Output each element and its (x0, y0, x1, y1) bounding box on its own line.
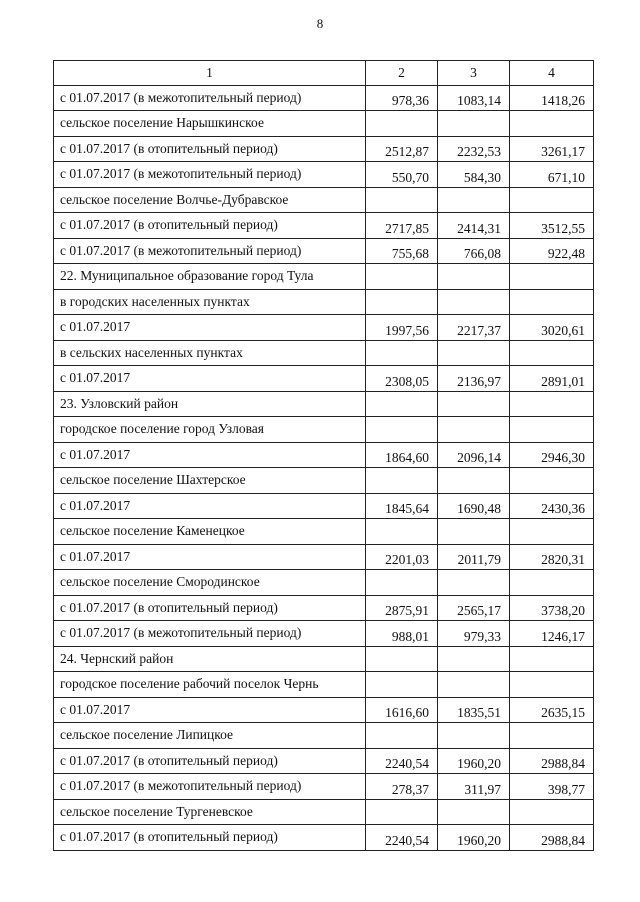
table-row (54, 187, 594, 213)
table-row (54, 366, 594, 392)
value-cell-col-3 (438, 570, 510, 596)
row-label-cell: сельское поселение Каменецкое (54, 519, 366, 545)
value-cell-col-3 (438, 187, 510, 213)
value-cell-col-2: 2240,54 (366, 825, 438, 851)
value-cell-col-3: 1960,20 (438, 748, 510, 774)
value-cell-col-2: 2240,54 (366, 748, 438, 774)
table-row (54, 799, 594, 825)
value-cell-col-3 (438, 723, 510, 749)
table-row (54, 723, 594, 749)
table-row (54, 238, 594, 264)
value-cell-col-2: 2875,91 (366, 595, 438, 621)
row-label-cell: с 01.07.2017 (в межотопительный период) (54, 238, 366, 264)
row-label-cell: с 01.07.2017 (54, 697, 366, 723)
table-row (54, 697, 594, 723)
row-label-cell: сельское поселение Тургеневское (54, 799, 366, 825)
value-cell-col-2: 1616,60 (366, 697, 438, 723)
column-header-4: 4 (510, 61, 594, 86)
table-row (54, 315, 594, 341)
table-row (54, 417, 594, 443)
value-cell-col-2 (366, 111, 438, 137)
row-label-cell: с 01.07.2017 (54, 442, 366, 468)
value-cell-col-2: 755,68 (366, 238, 438, 264)
table-row (54, 825, 594, 851)
value-cell-col-3 (438, 391, 510, 417)
value-cell-col-4 (510, 340, 594, 366)
table-row (54, 289, 594, 315)
value-cell-col-4: 2891,01 (510, 366, 594, 392)
value-cell-col-4 (510, 391, 594, 417)
row-label-cell: 23. Узловский район (54, 391, 366, 417)
value-cell-col-2 (366, 519, 438, 545)
row-label-cell: с 01.07.2017 (в отопительный период) (54, 595, 366, 621)
value-cell-col-2: 2201,03 (366, 544, 438, 570)
row-label-cell: сельское поселение Шахтерское (54, 468, 366, 494)
table-row (54, 442, 594, 468)
value-cell-col-2: 1997,56 (366, 315, 438, 341)
row-label-cell: 24. Чернский район (54, 646, 366, 672)
value-cell-col-3 (438, 646, 510, 672)
table-row (54, 748, 594, 774)
table-row (54, 595, 594, 621)
row-label-cell: в сельских населенных пунктах (54, 340, 366, 366)
value-cell-col-3: 2136,97 (438, 366, 510, 392)
column-header-3: 3 (438, 61, 510, 86)
value-cell-col-4: 3261,17 (510, 136, 594, 162)
value-cell-col-2: 2717,85 (366, 213, 438, 239)
table-row (54, 570, 594, 596)
row-label-cell: с 01.07.2017 (54, 315, 366, 341)
table-header-row (54, 61, 594, 86)
table-row (54, 111, 594, 137)
value-cell-col-3 (438, 289, 510, 315)
table-row (54, 468, 594, 494)
row-label-cell: в городских населенных пунктах (54, 289, 366, 315)
value-cell-col-4: 922,48 (510, 238, 594, 264)
row-label-cell: с 01.07.2017 (54, 544, 366, 570)
value-cell-col-4 (510, 289, 594, 315)
table-row (54, 544, 594, 570)
value-cell-col-2 (366, 391, 438, 417)
value-cell-col-3 (438, 417, 510, 443)
value-cell-col-2: 278,37 (366, 774, 438, 800)
row-label-cell: 22. Муниципальное образование город Тула (54, 264, 366, 290)
value-cell-col-2 (366, 417, 438, 443)
value-cell-col-3: 1690,48 (438, 493, 510, 519)
value-cell-col-2: 988,01 (366, 621, 438, 647)
value-cell-col-3: 584,30 (438, 162, 510, 188)
value-cell-col-4 (510, 468, 594, 494)
row-label-cell: с 01.07.2017 (в межотопительный период) (54, 774, 366, 800)
row-label-cell: с 01.07.2017 (в межотопительный период) (54, 85, 366, 111)
value-cell-col-3 (438, 519, 510, 545)
value-cell-col-2: 550,70 (366, 162, 438, 188)
value-cell-col-4 (510, 646, 594, 672)
value-cell-col-3 (438, 799, 510, 825)
value-cell-col-3: 1083,14 (438, 85, 510, 111)
value-cell-col-2 (366, 799, 438, 825)
value-cell-col-3: 1960,20 (438, 825, 510, 851)
value-cell-col-3: 1835,51 (438, 697, 510, 723)
table-row (54, 774, 594, 800)
value-cell-col-2 (366, 570, 438, 596)
tariff-table (53, 60, 594, 851)
value-cell-col-3: 2232,53 (438, 136, 510, 162)
value-cell-col-3: 766,08 (438, 238, 510, 264)
column-header-1: 1 (54, 61, 366, 86)
value-cell-col-4: 1418,26 (510, 85, 594, 111)
value-cell-col-3: 2565,17 (438, 595, 510, 621)
row-label-cell: с 01.07.2017 (в отопительный период) (54, 213, 366, 239)
row-label-cell: с 01.07.2017 (в отопительный период) (54, 136, 366, 162)
value-cell-col-4 (510, 672, 594, 698)
table-row (54, 519, 594, 545)
value-cell-col-4: 2635,15 (510, 697, 594, 723)
value-cell-col-2: 2512,87 (366, 136, 438, 162)
value-cell-col-2 (366, 289, 438, 315)
row-label-cell: городское поселение рабочий поселок Чернь (54, 672, 366, 698)
row-label-cell: с 01.07.2017 (в отопительный период) (54, 748, 366, 774)
table-row (54, 646, 594, 672)
value-cell-col-2 (366, 187, 438, 213)
value-cell-col-4: 1246,17 (510, 621, 594, 647)
value-cell-col-3: 311,97 (438, 774, 510, 800)
value-cell-col-3: 2217,37 (438, 315, 510, 341)
value-cell-col-4: 2988,84 (510, 748, 594, 774)
table-row (54, 391, 594, 417)
table-row (54, 136, 594, 162)
table-row (54, 264, 594, 290)
table-row (54, 213, 594, 239)
value-cell-col-4: 671,10 (510, 162, 594, 188)
table-row (54, 621, 594, 647)
row-label-cell: городское поселение город Узловая (54, 417, 366, 443)
row-label-cell: с 01.07.2017 (в межотопительный период) (54, 162, 366, 188)
value-cell-col-4: 2946,30 (510, 442, 594, 468)
value-cell-col-3: 2096,14 (438, 442, 510, 468)
row-label-cell: с 01.07.2017 (в межотопительный период) (54, 621, 366, 647)
value-cell-col-3 (438, 111, 510, 137)
value-cell-col-4: 2430,36 (510, 493, 594, 519)
value-cell-col-2: 1864,60 (366, 442, 438, 468)
value-cell-col-2: 978,36 (366, 85, 438, 111)
value-cell-col-4 (510, 723, 594, 749)
value-cell-col-2 (366, 672, 438, 698)
value-cell-col-4: 398,77 (510, 774, 594, 800)
value-cell-col-2 (366, 468, 438, 494)
table-row (54, 493, 594, 519)
value-cell-col-4: 3020,61 (510, 315, 594, 341)
value-cell-col-2 (366, 264, 438, 290)
value-cell-col-4: 2820,31 (510, 544, 594, 570)
value-cell-col-3: 979,33 (438, 621, 510, 647)
value-cell-col-4 (510, 187, 594, 213)
page-number: 8 (316, 16, 324, 31)
table-body (54, 85, 594, 850)
row-label-cell: с 01.07.2017 (в отопительный период) (54, 825, 366, 851)
value-cell-col-4 (510, 799, 594, 825)
table-row (54, 340, 594, 366)
row-label-cell: сельское поселение Волчье-Дубравское (54, 187, 366, 213)
value-cell-col-2: 2308,05 (366, 366, 438, 392)
value-cell-col-3: 2011,79 (438, 544, 510, 570)
value-cell-col-4 (510, 417, 594, 443)
row-label-cell: сельское поселение Нарышкинское (54, 111, 366, 137)
table-row (54, 162, 594, 188)
value-cell-col-3 (438, 340, 510, 366)
value-cell-col-4: 3512,55 (510, 213, 594, 239)
row-label-cell: сельское поселение Смородинское (54, 570, 366, 596)
value-cell-col-2 (366, 340, 438, 366)
row-label-cell: с 01.07.2017 (54, 493, 366, 519)
value-cell-col-2 (366, 723, 438, 749)
value-cell-col-4: 3738,20 (510, 595, 594, 621)
value-cell-col-2 (366, 646, 438, 672)
value-cell-col-4 (510, 264, 594, 290)
value-cell-col-4 (510, 111, 594, 137)
value-cell-col-2: 1845,64 (366, 493, 438, 519)
table-row (54, 672, 594, 698)
table-row (54, 85, 594, 111)
value-cell-col-3: 2414,31 (438, 213, 510, 239)
value-cell-col-3 (438, 672, 510, 698)
row-label-cell: с 01.07.2017 (54, 366, 366, 392)
row-label-cell: сельское поселение Липицкое (54, 723, 366, 749)
value-cell-col-4: 2988,84 (510, 825, 594, 851)
value-cell-col-3 (438, 264, 510, 290)
column-header-2: 2 (366, 61, 438, 86)
value-cell-col-3 (438, 468, 510, 494)
value-cell-col-4 (510, 519, 594, 545)
value-cell-col-4 (510, 570, 594, 596)
